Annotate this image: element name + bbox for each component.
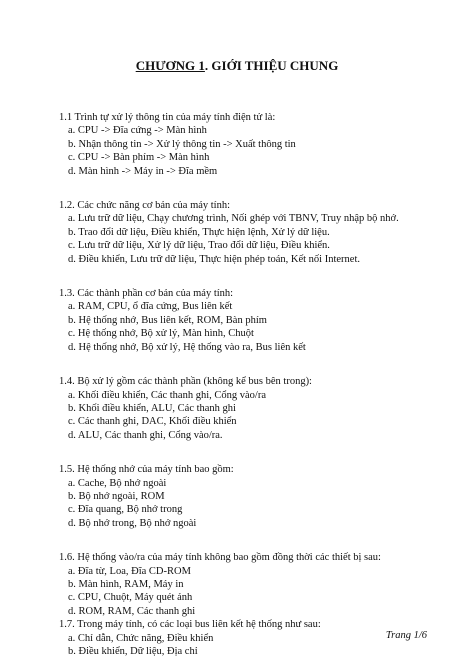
answer-option: a. Lưu trữ dữ liệu, Chạy chương trình, Nối ghép với TBNV, Truy nhập bộ nhớ. <box>68 213 399 225</box>
answer-option: d. ROM, RAM, Các thanh ghi <box>68 605 196 617</box>
answer-option: a. Chỉ dẫn, Chức năng, Điều khiển <box>68 632 214 644</box>
title-separator: . <box>204 58 212 73</box>
answer-option: c. Đĩa quang, Bộ nhớ trong <box>68 504 183 516</box>
question-stem: 1.6. Hệ thống vào/ra của máy tính không bao gồm đồng thời các thiết bị sau: <box>59 552 381 564</box>
question-stem: 1.4. Bộ xử lý gồm các thành phần (không kể bus bên trong): <box>59 376 312 388</box>
answer-option: b. Bộ nhớ ngoài, ROM <box>68 490 165 502</box>
answer-option: b. Hệ thống nhớ, Bus liên kết, ROM, Bàn phím <box>68 314 267 326</box>
question-stem: 1.3. Các thành phần cơ bản của máy tính: <box>59 288 234 300</box>
question-item <box>59 287 459 354</box>
question-stem: 1.7. Trong máy tính, có các loại bus liên kết hệ thống như sau: <box>59 619 321 631</box>
question-stem: 1.1 Trình tự xử lý thông tin của máy tính điện tử là: <box>59 112 276 123</box>
answer-option: b. Nhận thông tin -> Xử lý thông tin -> Xuất thông tin <box>68 138 296 150</box>
answer-option: d. Màn hình -> Máy in -> Đĩa mềm <box>68 165 218 177</box>
question-item <box>59 463 459 530</box>
answer-option: b. Trao đổi dữ liệu, Điều khiển, Thực hiện lệnh, Xử lý dữ liệu. <box>68 226 330 238</box>
answer-option: b. Khối điều khiển, ALU, Các thanh ghi <box>68 402 236 414</box>
answer-option: d. Hệ thống nhớ, Bộ xử lý, Hệ thống vào ra, Bus liên kết <box>68 341 306 353</box>
question-item <box>59 551 459 618</box>
answer-option: d. Điều khiển, Lưu trữ dữ liệu, Thực hiện phép toán, Kết nối Internet. <box>68 253 361 265</box>
question-list <box>59 111 459 658</box>
answer-option: a. RAM, CPU, ổ đĩa cứng, Bus liên kết <box>68 301 233 313</box>
chapter-name: GIỚI THIỆU CHUNG <box>211 58 339 73</box>
answer-option: b. Màn hình, RAM, Máy in <box>68 578 184 590</box>
question-item <box>59 111 459 178</box>
page-number: Trang 1/6 <box>385 630 427 641</box>
answer-option: c. CPU -> Bàn phím -> Màn hình <box>68 152 210 164</box>
answer-option: a. Đĩa từ, Loa, Đĩa CD-ROM <box>68 565 191 577</box>
question-item <box>59 199 459 266</box>
answer-option: d. Bộ nhớ trong, Bộ nhớ ngoài <box>68 517 197 529</box>
question-stem: 1.5. Hệ thống nhớ của máy tính bao gồm: <box>59 464 234 476</box>
answer-option: c. Các thanh ghi, DAC, Khối điều khiển <box>68 416 237 428</box>
answer-option: c. CPU, Chuột, Máy quét ảnh <box>68 592 193 604</box>
answer-option: a. Khối điều khiển, Các thanh ghi, Cổng vào/ra <box>68 389 266 401</box>
chapter-title <box>0 58 474 74</box>
answer-option: d. ALU, Các thanh ghi, Cổng vào/ra. <box>68 429 223 441</box>
answer-option: a. Cache, Bộ nhớ ngoài <box>68 477 167 489</box>
chapter-number: CHƯƠNG 1 <box>135 58 205 73</box>
question-item <box>59 375 459 442</box>
answer-option: c. Lưu trữ dữ liệu, Xử lý dữ liệu, Trao đổi dữ liệu, Điều khiển. <box>68 240 330 252</box>
question-stem: 1.2. Các chức năng cơ bản của máy tính: <box>59 200 231 212</box>
answer-option: b. Điều khiển, Dữ liệu, Địa chỉ <box>68 646 198 657</box>
answer-option: a. CPU -> Đĩa cứng -> Màn hình <box>68 125 207 137</box>
answer-option: c. Hệ thống nhớ, Bộ xử lý, Màn hình, Chuột <box>68 328 254 340</box>
